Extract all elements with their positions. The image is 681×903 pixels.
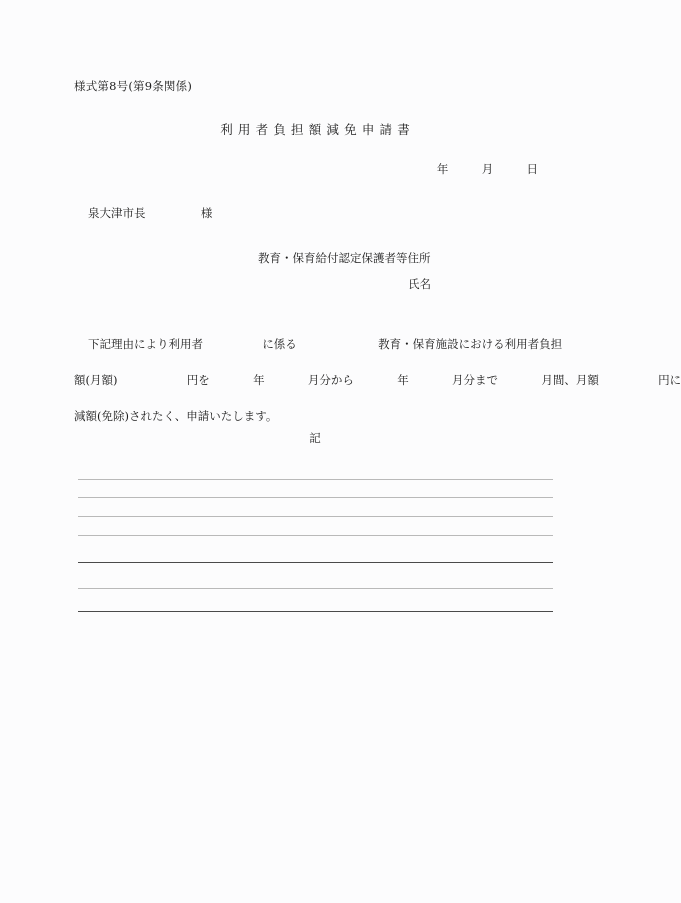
body-line2-amount-label: 額(月額) (74, 373, 118, 387)
body-paragraph (74, 326, 681, 434)
write-in-line (78, 535, 553, 536)
body-line2-yen-ni: 円に (658, 373, 681, 387)
write-in-line (78, 497, 553, 498)
body-line2-end-month: 月分まで (452, 373, 499, 387)
body-line-3 (74, 398, 554, 434)
addressee-honorific: 様 (200, 206, 213, 220)
addressee-recipient: 泉大津市長 (88, 206, 146, 220)
date-month-label: 月 (481, 162, 494, 176)
body-line-1 (74, 326, 563, 362)
date-line (0, 161, 630, 177)
applicant-address-label: 教育・保育給付認定保護者等住所 (258, 251, 431, 265)
document-title: 利用者負担額減免申請書 (220, 122, 415, 137)
write-in-lines (78, 470, 553, 620)
addressee-line (88, 205, 212, 221)
body-line2-duration: 月間、月額 (541, 373, 599, 387)
write-in-line (78, 562, 553, 563)
body-line3-closing: 減額(免除)されたく、申請いたします。 (74, 409, 278, 423)
body-line1-relation: に係る (262, 337, 297, 351)
date-day-label: 日 (526, 162, 538, 176)
ki-marker: 記 (309, 431, 321, 445)
form-number: 様式第8号(第9条関係) (74, 79, 193, 93)
applicant-name-label: 氏名 (408, 277, 431, 291)
body-line2-yen-wo: 円を (186, 373, 210, 387)
body-line2-start-year: 年 (253, 373, 265, 387)
body-line2-start-month: 月分から (307, 373, 354, 387)
write-in-line (78, 588, 553, 589)
write-in-line (78, 611, 553, 612)
date-year-label: 年 (436, 162, 449, 176)
write-in-line (78, 479, 553, 480)
write-in-line (78, 516, 553, 517)
body-line1-facility-text: 教育・保育施設における利用者負担 (378, 337, 563, 351)
body-line1-prefix: 下記理由により利用者 (88, 337, 203, 351)
body-line2-end-year: 年 (397, 373, 409, 387)
body-line-2 (74, 362, 681, 398)
